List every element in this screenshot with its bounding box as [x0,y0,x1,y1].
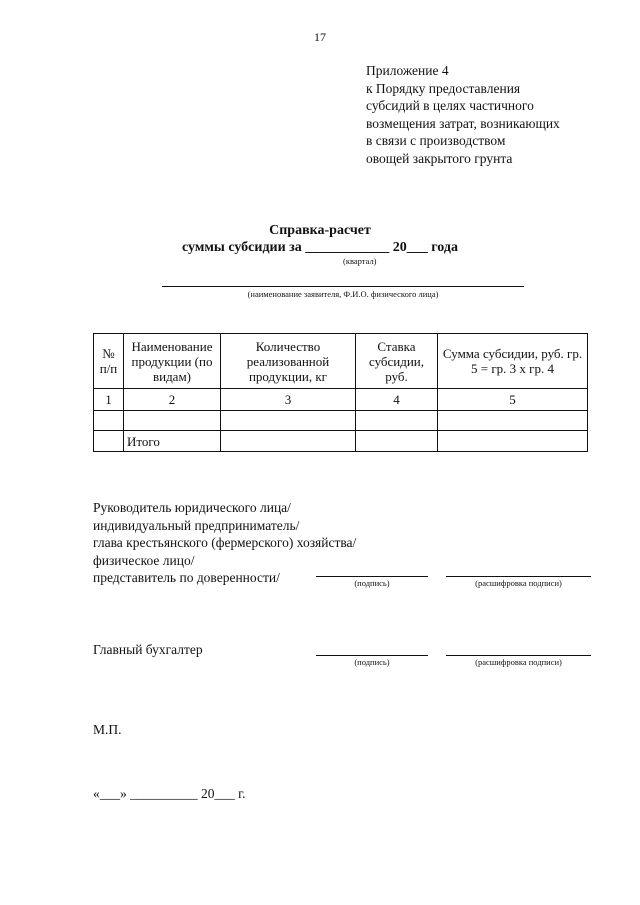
accountant-signature-line[interactable] [316,655,428,656]
table-cell[interactable] [94,411,124,431]
signer-signature-line[interactable] [316,576,428,577]
column-number: 3 [221,389,356,411]
column-number: 1 [94,389,124,411]
subsidy-table [93,333,588,452]
appendix-line: к Порядку предоставления [366,80,521,96]
column-number: 2 [124,389,221,411]
signer-decoding-hint: (расшифровка подписи) [475,578,562,588]
header-subsidy-sum: Сумма субсидии, руб. гр. 5 = гр. 3 х гр. 4 [438,334,588,389]
table-cell[interactable] [221,431,356,452]
header-rate: Ставка субсидии, руб. [356,334,438,389]
signer-line: индивидуальный предприниматель/ [93,517,300,533]
total-label: Итого [124,431,221,452]
appendix-line: возмещения затрат, возникающих [366,115,560,131]
appendix-line: Приложение 4 [366,63,449,78]
accountant-decoding-hint: (расшифровка подписи) [475,657,562,667]
signer-line: физическое лицо/ [93,552,195,568]
quarter-hint: (квартал) [343,256,377,266]
table-cell[interactable] [438,431,588,452]
applicant-hint: (наименование заявителя, Ф.И.О. физического лица) [247,289,439,299]
signer-signature-hint: (подпись) [354,578,390,588]
table-total-row [94,431,588,452]
table-header-row [94,334,588,389]
table-cell[interactable] [356,411,438,431]
signer-line: глава крестьянского (фермерского) хозяйства/ [93,535,357,550]
page-number: 17 [314,30,326,44]
document-subtitle: суммы субсидии за ____________ 20___ года [181,240,458,255]
document-title: Справка-расчет [269,223,371,238]
signer-decoding-line[interactable] [446,576,591,577]
table-row [94,389,588,411]
appendix-line: в связи с производством [366,133,506,148]
accountant-signature-hint: (подпись) [354,657,390,667]
table-cell[interactable] [438,411,588,431]
table-cell[interactable] [356,431,438,452]
column-number: 5 [438,389,588,411]
applicant-name-line[interactable] [162,286,524,287]
column-number: 4 [356,389,438,411]
header-row-number: № п/п [94,334,124,389]
header-quantity: Количество реализованной продукции, кг [221,334,356,389]
appendix-line: овощей закрытого грунта [366,150,513,166]
appendix-line: субсидий в целях частичного [366,98,534,113]
accountant-decoding-line[interactable] [446,655,591,656]
header-product-name: Наименование продукции (по видам) [124,334,221,389]
appendix-header [366,62,626,167]
table-row [94,411,588,431]
date-line[interactable]: «___» __________ 20___ г. [93,786,246,801]
table-cell[interactable] [221,411,356,431]
signer-block [93,499,356,587]
accountant-label: Главный бухгалтер [93,642,203,657]
signer-line: представитель по доверенности/ [93,570,280,585]
table-cell[interactable] [124,411,221,431]
table-cell[interactable] [94,431,124,452]
signer-line: Руководитель юридического лица/ [93,500,291,515]
stamp-placeholder: М.П. [93,722,122,737]
